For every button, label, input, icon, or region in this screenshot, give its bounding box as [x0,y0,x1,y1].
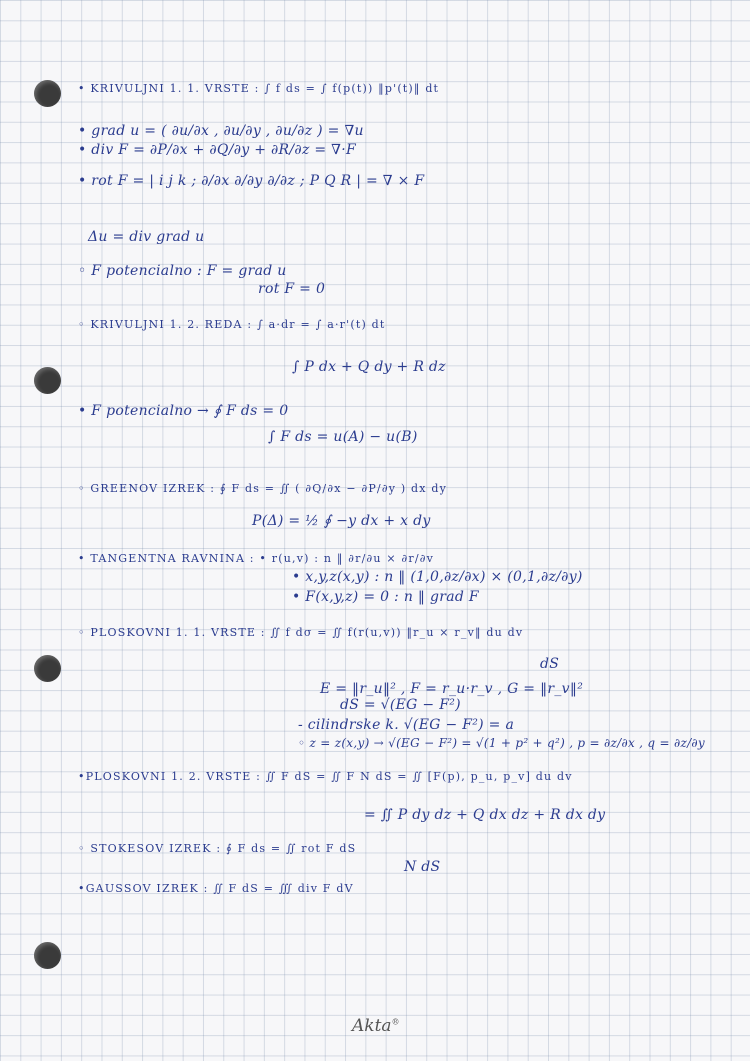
signature [352,1016,400,1036]
note-line: • grad u = ( ∂u/∂x , ∂u/∂y , ∂u/∂z ) = ∇u [78,123,364,139]
note-line: • KRIVULJNI 1. 1. VRSTE : ∫ f ds = ∫ f(p(t)) ‖p'(t)‖ dt [78,82,440,95]
note-line: ◦ KRIVULJNI 1. 2. REDA : ∫ a·dr = ∫ a·r'(t) dt [78,318,386,331]
note-line: dS [540,656,560,672]
note-line: - cilindrske k. √(EG − F²) = a [298,717,515,733]
registered-mark: ® [391,1017,400,1027]
note-line: ∫ P dx + Q dy + R dz [292,359,446,375]
note-line: •GAUSSOV IZREK : ∬ F dS = ∭ div F dV [78,882,354,895]
note-line: ◦ z = z(x,y) → √(EG − F²) = √(1 + p² + q²) , p = ∂z/∂x , q = ∂z/∂y [298,736,705,750]
note-line: •PLOSKOVNI 1. 2. VRSTE : ∬ F dS = ∬ F N dS = ∬ [F(p), p_u, p_v] du dv [78,770,573,783]
note-line: • TANGENTNA RAVNINA : • r(u,v) : n ‖ ∂r/∂u × ∂r/∂v [78,552,435,565]
signature-text: Akta [352,1016,392,1036]
note-line: • rot F = | i j k ; ∂/∂x ∂/∂y ∂/∂z ; P Q R | = ∇ × F [78,173,425,189]
note-line: E = ‖r_u‖² , F = r_u·r_v , G = ‖r_v‖² [320,681,584,697]
note-line: • F(x,y,z) = 0 : n ‖ grad F [292,589,479,605]
note-line: ◦ STOKESOV IZREK : ∮ F ds = ∬ rot F dS [78,842,357,855]
note-line: P(Δ) = ½ ∮ −y dx + x dy [252,513,431,529]
note-line: dS = √(EG − F²) [340,697,461,713]
note-line: ◦ GREENOV IZREK : ∮ F ds = ∬ ( ∂Q/∂x − ∂P/∂y ) dx dy [78,482,448,495]
note-line: ∫ F ds = u(A) − u(B) [268,429,418,445]
note-line: ◦ F potencialno : F = grad u [78,263,287,279]
note-line: • x,y,z(x,y) : n ‖ (1,0,∂z/∂x) × (0,1,∂z/∂y) [292,569,583,585]
note-line: = ∬ P dy dz + Q dx dz + R dx dy [364,807,606,823]
note-line: • div F = ∂P/∂x + ∂Q/∂y + ∂R/∂z = ∇·F [78,142,356,158]
note-line: N dS [404,859,441,875]
note-line: Δu = div grad u [88,229,205,245]
note-line: • F potencialno → ∮ F ds = 0 [78,403,289,419]
note-line: rot F = 0 [258,281,326,297]
note-line: ◦ PLOSKOVNI 1. 1. VRSTE : ∬ f dσ = ∬ f(r(u,v)) ‖r_u × r_v‖ du dv [78,626,524,639]
